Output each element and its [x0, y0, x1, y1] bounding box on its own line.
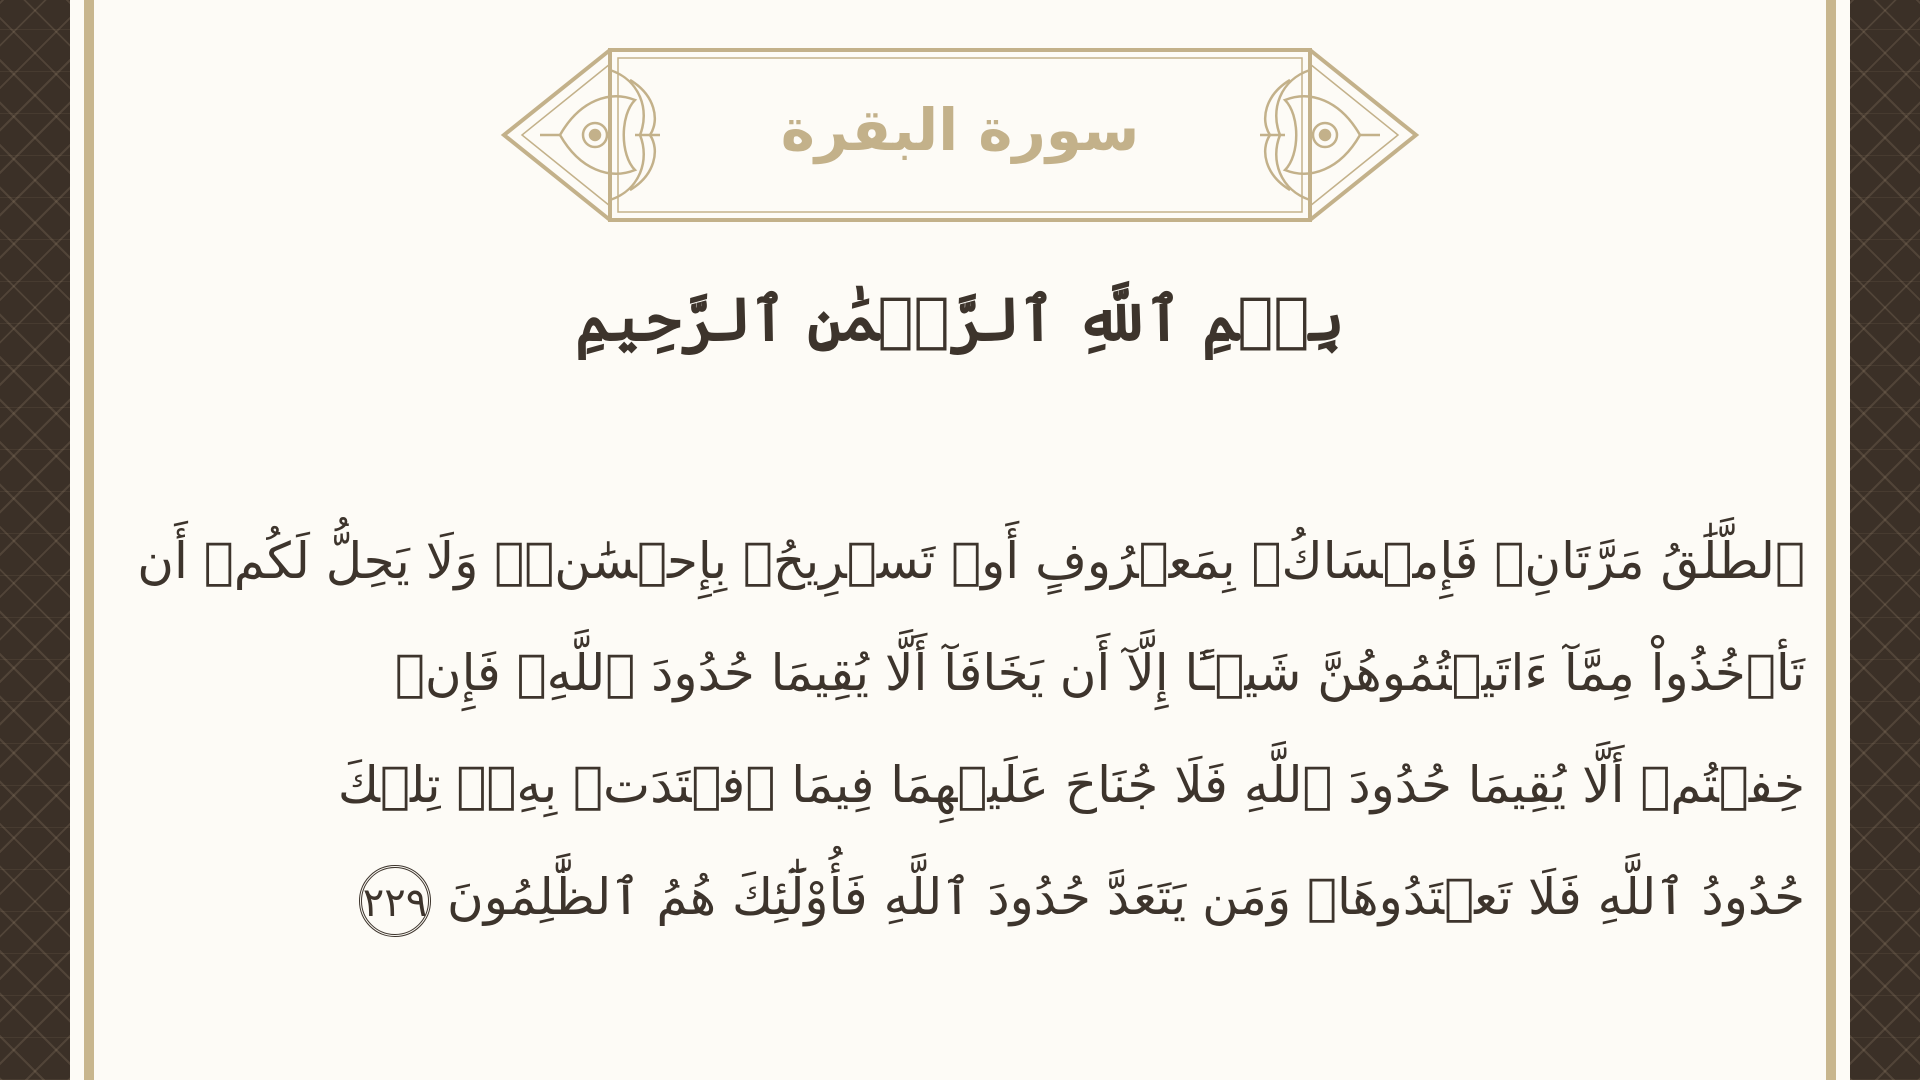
ayah-line-text: حُدُودُ ٱللَّهِ فَلَا تَعۡتَدُوهَاۚ وَمَن يَتَعَدَّ حُدُودَ ٱللَّهِ فَأُوْلَٰٓئِكَ هُمُ ٱلظَّٰلِمُونَ [446, 868, 1805, 926]
ayah-line-last [270, 841, 1805, 953]
left-gold-rule [84, 0, 94, 1080]
ayah-line: تَأۡخُذُواْ مِمَّآ ءَاتَيۡتُمُوهُنَّ شَيۡـًٔا إِلَّآ أَن يَخَافَآ أَلَّا يُقِيمَا حُدُودَ ٱللَّهِۖ فَإِنۡ [394, 644, 1805, 702]
ayah-text-block [137, 505, 1805, 953]
left-ornamental-border [0, 0, 70, 1080]
right-ornamental-border [1850, 0, 1920, 1080]
ayah-number-marker: ٢٢٩ [359, 865, 431, 937]
right-gold-rule [1826, 0, 1836, 1080]
surah-title: سورة البقرة [780, 96, 1140, 164]
surah-header-frame [500, 40, 1420, 228]
ayah-line: ٱلطَّلَٰقُ مَرَّتَانِۖ فَإِمۡسَاكُۢ بِمَعۡرُوفٍ أَوۡ تَسۡرِيحُۢ بِإِحۡسَٰنٖۗ وَلَا يَحِلُّ لَكُمۡ أَن [137, 532, 1805, 590]
basmala: بِسۡمِ ٱللَّهِ ٱلرَّحۡمَٰنِ ٱلرَّحِيمِ [575, 285, 1345, 355]
ayah-line: خِفۡتُمۡ أَلَّا يُقِيمَا حُدُودَ ٱللَّهِ فَلَا جُنَاحَ عَلَيۡهِمَا فِيمَا ٱفۡتَدَتۡ بِهِۦۗ تِلۡكَ [337, 756, 1805, 814]
